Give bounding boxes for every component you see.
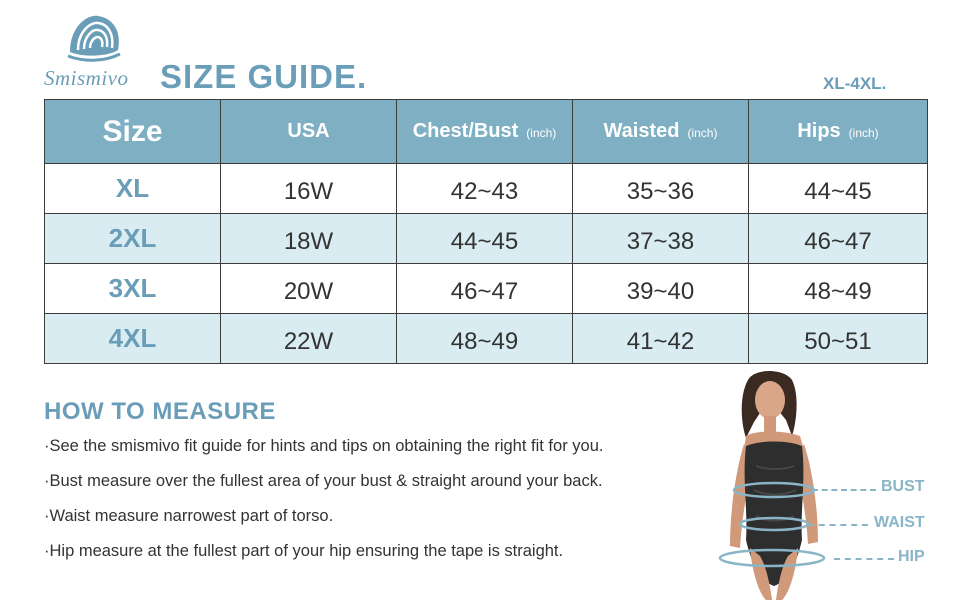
chest-cell: 46~47 <box>397 264 573 314</box>
size-chart-table <box>44 99 928 364</box>
shell-logo-icon <box>64 12 124 64</box>
chest-cell: 44~45 <box>397 214 573 264</box>
waist-cell: 37~38 <box>573 214 749 264</box>
waist-cell: 41~42 <box>573 314 749 364</box>
table-row <box>45 314 928 364</box>
header-size: Size <box>45 100 221 164</box>
size-cell: 3XL <box>45 264 221 314</box>
table-row <box>45 214 928 264</box>
brand-name: Smismivo <box>44 66 129 90</box>
measure-tips-list <box>44 436 603 576</box>
usa-cell: 18W <box>221 214 397 264</box>
waist-pointer-line <box>808 524 868 526</box>
page-title: SIZE GUIDE. <box>160 58 368 95</box>
bust-pointer-line <box>812 489 876 491</box>
waist-label: WAIST <box>874 514 925 531</box>
size-cell: 4XL <box>45 314 221 364</box>
hip-label: HIP <box>898 548 925 565</box>
list-item: ·Bust measure over the fullest area of your bust & straight around your back. <box>44 472 603 490</box>
hips-cell: 48~49 <box>749 264 928 314</box>
table-header-row <box>45 100 928 164</box>
list-item: ·Waist measure narrowest part of torso. <box>44 507 334 525</box>
brand-logo <box>44 12 154 94</box>
hip-pointer-line <box>834 558 894 560</box>
waist-cell: 39~40 <box>573 264 749 314</box>
header-hips: Hips (inch) <box>749 100 928 164</box>
header-chest-bust: Chest/Bust (inch) <box>397 100 573 164</box>
usa-cell: 16W <box>221 164 397 214</box>
usa-cell: 22W <box>221 314 397 364</box>
unit-label: (inch) <box>687 126 718 140</box>
table-row <box>45 264 928 314</box>
usa-cell: 20W <box>221 264 397 314</box>
size-cell: 2XL <box>45 214 221 264</box>
header-waisted: Waisted (inch) <box>573 100 749 164</box>
chest-cell: 42~43 <box>397 164 573 214</box>
hips-cell: 46~47 <box>749 214 928 264</box>
how-to-measure-title: HOW TO MEASURE <box>44 398 276 425</box>
hips-cell: 44~45 <box>749 164 928 214</box>
size-range: XL-4XL. <box>823 74 887 93</box>
list-item: ·See the smismivo fit guide for hints and tips on obtaining the right fit for you. <box>44 437 604 455</box>
model-swimsuit-illustration <box>700 370 860 600</box>
waist-cell: 35~36 <box>573 164 749 214</box>
size-cell: XL <box>45 164 221 214</box>
bust-label: BUST <box>881 478 925 495</box>
list-item: ·Hip measure at the fullest part of your hip ensuring the tape is straight. <box>44 542 564 560</box>
unit-label: (inch) <box>526 126 557 140</box>
header-usa: USA <box>221 100 397 164</box>
table-row <box>45 164 928 214</box>
hips-cell: 50~51 <box>749 314 928 364</box>
unit-label: (inch) <box>848 126 879 140</box>
chest-cell: 48~49 <box>397 314 573 364</box>
